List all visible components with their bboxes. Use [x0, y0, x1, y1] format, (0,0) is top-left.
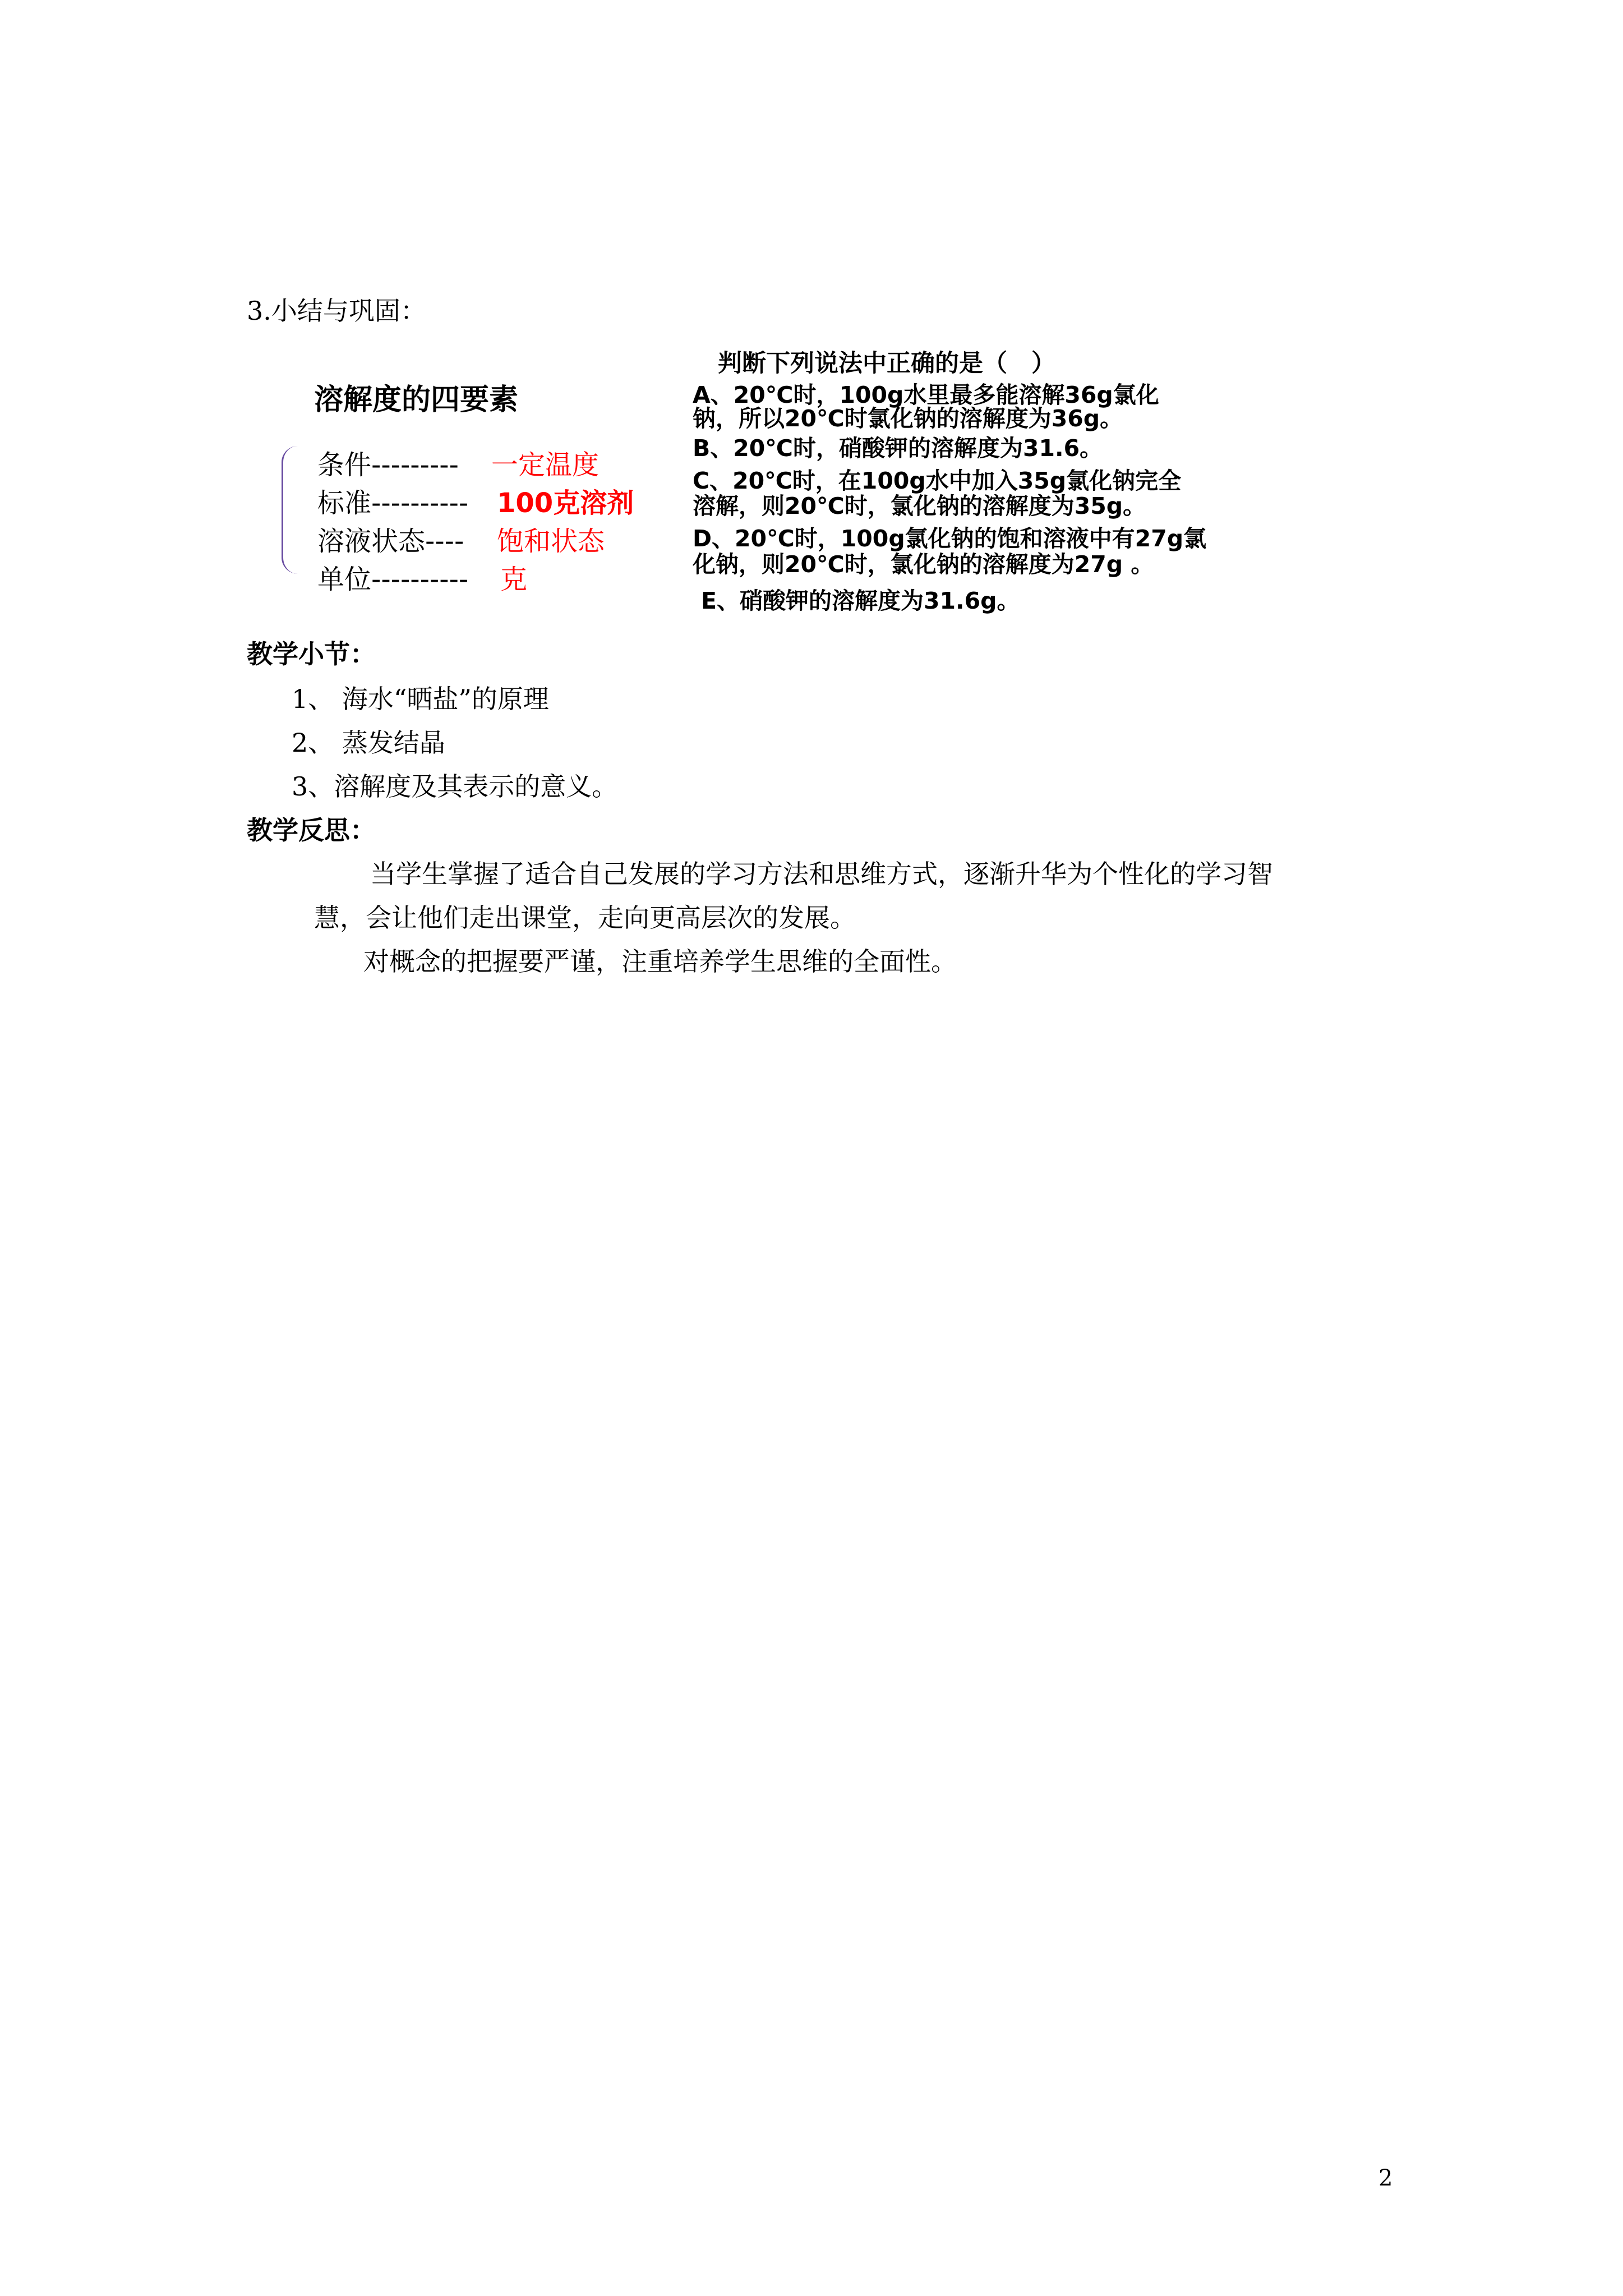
four-elements-title: 溶解度的四要素	[314, 383, 519, 417]
reflection-line: 当学生掌握了适合自己发展的学习方法和思维方式，逐渐升华为个性化的学习智	[370, 859, 1273, 889]
quiz-line: A、20℃时，100g水里最多能溶解36g氯化	[693, 381, 1159, 408]
section-heading: 3.小结与巩固：	[247, 296, 426, 326]
brace-icon	[282, 446, 298, 574]
reflection-line: 慧，会让他们走出课堂，走向更高层次的发展。	[314, 903, 856, 933]
summary-item: 3、溶解度及其表示的意义。	[292, 771, 618, 802]
element-label-condition: 条件---------	[317, 449, 459, 481]
quiz-question: 判断下列说法中正确的是（ ）	[718, 349, 1055, 378]
summary-item: 1、 海水“晒盐”的原理	[292, 684, 549, 714]
quiz-line: 钠，所以20℃时氯化钠的溶解度为36g。	[693, 405, 1123, 432]
quiz-line: 溶解，则20℃时，氯化钠的溶解度为35g。	[693, 493, 1146, 519]
element-label-unit: 单位----------	[317, 564, 469, 595]
quiz-line: E、硝酸钾的溶解度为31.6g。	[701, 587, 1020, 614]
quiz-line: 化钠，则20℃时，氯化钠的溶解度为27g 。	[693, 551, 1154, 578]
element-label-state: 溶液状态----	[317, 526, 464, 557]
element-value-standard: 100克溶剂	[497, 487, 634, 519]
reflection-heading: 教学反思：	[247, 815, 376, 845]
page-number: 2	[1378, 2165, 1393, 2191]
quiz-line: C、20℃时，在100g水中加入35g氯化钠完全	[693, 467, 1182, 494]
reflection-line: 对概念的把握要严谨，注重培养学生思维的全面性。	[363, 946, 957, 977]
quiz-line: D、20℃时，100g氯化钠的饱和溶液中有27g氯	[693, 525, 1207, 552]
summary-heading: 教学小节：	[247, 639, 376, 669]
quiz-line: B、20℃时，硝酸钾的溶解度为31.6。	[693, 435, 1103, 462]
summary-item: 2、 蒸发结晶	[292, 728, 445, 758]
element-value-condition: 一定温度	[491, 449, 600, 481]
element-value-unit: 克	[500, 564, 528, 595]
element-label-standard: 标准----------	[317, 487, 469, 519]
element-value-state: 饱和状态	[497, 526, 605, 557]
